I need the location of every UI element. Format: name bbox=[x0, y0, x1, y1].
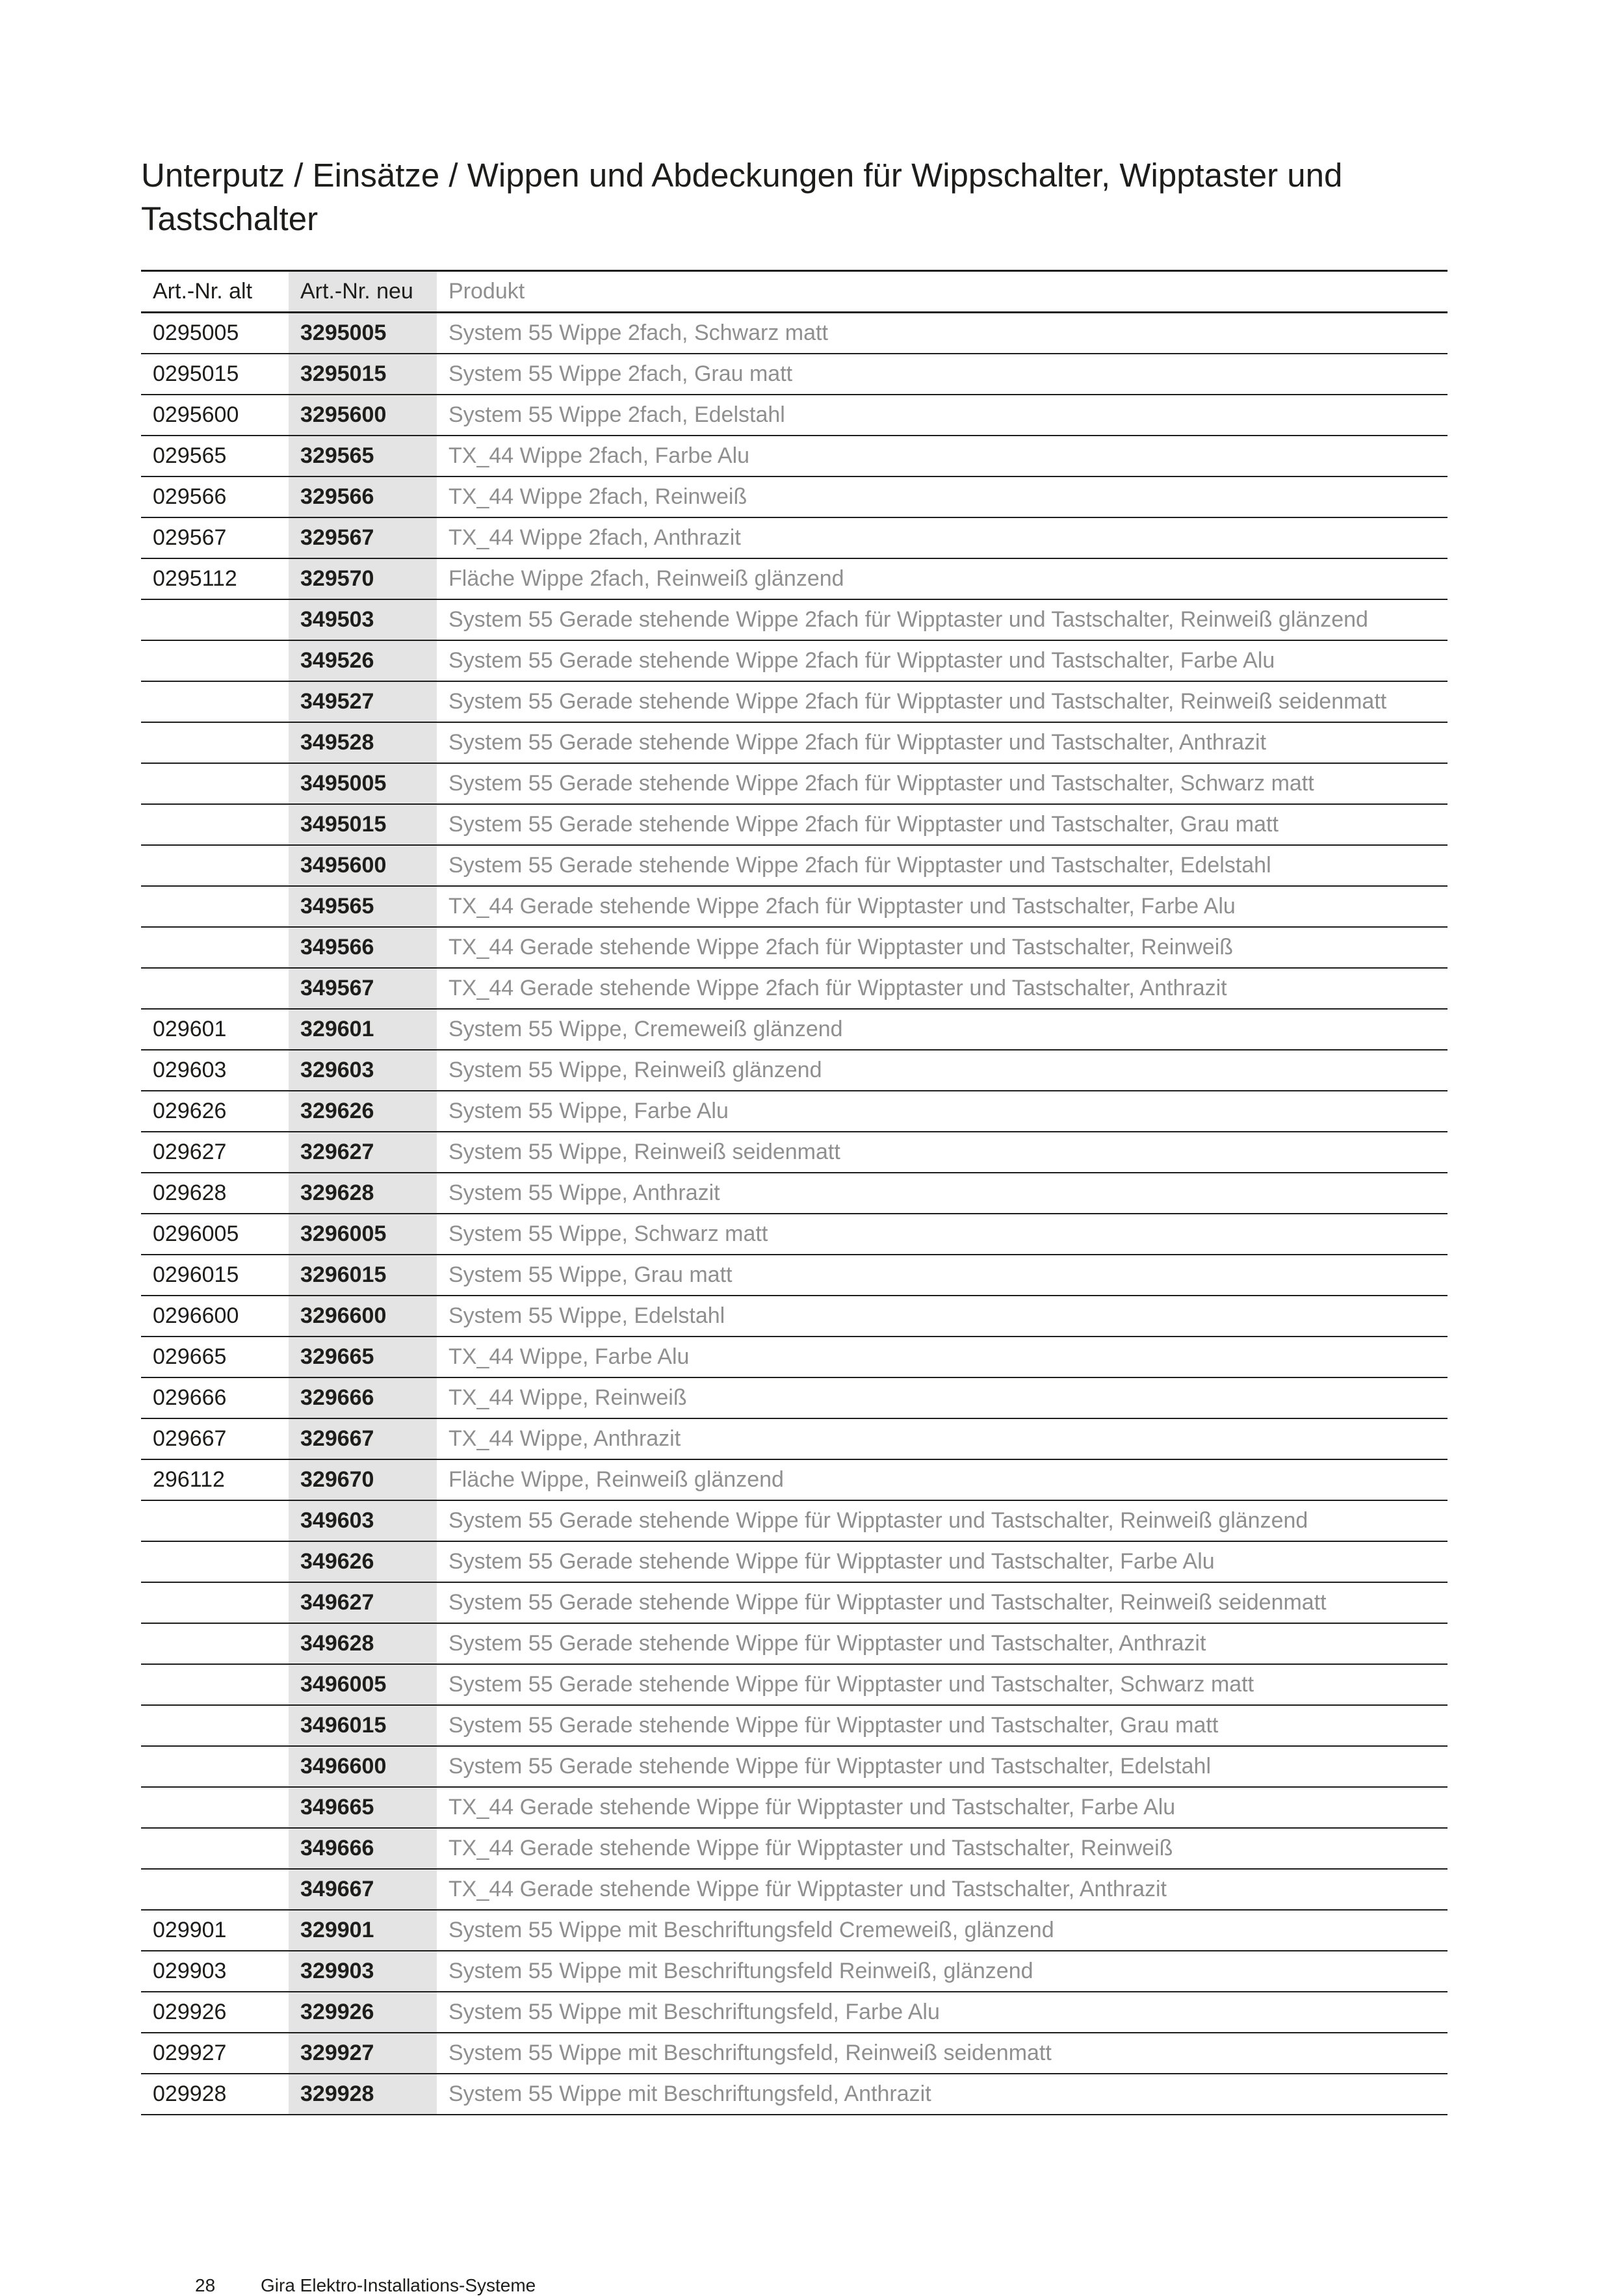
table-row bbox=[141, 1869, 1448, 1910]
table-row bbox=[141, 517, 1448, 558]
product-name: TX_44 Wippe, Anthrazit bbox=[448, 1426, 681, 1451]
table-row bbox=[141, 1787, 1448, 1828]
old-article-number: 029926 bbox=[153, 2000, 227, 2024]
table-row bbox=[141, 1132, 1448, 1173]
product-name: System 55 Wippe mit Beschriftungsfeld Reinweiß, glänzend bbox=[448, 1959, 1033, 1983]
new-article-number: 349603 bbox=[289, 1500, 437, 1541]
new-article-number: 349503 bbox=[289, 599, 437, 640]
table-row bbox=[141, 1337, 1448, 1377]
new-article-number: 349667 bbox=[289, 1869, 437, 1910]
old-article-number bbox=[141, 1828, 289, 1869]
article-table-container bbox=[141, 270, 1448, 2115]
table-row bbox=[141, 1910, 1448, 1951]
old-article-number bbox=[141, 1705, 289, 1746]
old-article-number bbox=[141, 1541, 289, 1582]
article-table bbox=[141, 270, 1448, 2115]
table-body bbox=[141, 313, 1448, 2115]
old-article-number: 029567 bbox=[153, 525, 227, 550]
table-row bbox=[141, 395, 1448, 436]
new-article-number: 329567 bbox=[289, 517, 437, 558]
table-row bbox=[141, 599, 1448, 640]
product-name: System 55 Wippe 2fach, Edelstahl bbox=[448, 402, 785, 427]
new-article-number: 329901 bbox=[289, 1910, 437, 1951]
product-name: System 55 Wippe, Anthrazit bbox=[448, 1181, 720, 1205]
product-name: TX_44 Gerade stehende Wippe für Wipptaster und Tastschalter, Anthrazit bbox=[448, 1877, 1167, 1901]
new-article-number: 3496005 bbox=[289, 1664, 437, 1705]
table-row bbox=[141, 1623, 1448, 1664]
new-article-number: 349528 bbox=[289, 722, 437, 763]
old-article-number bbox=[141, 1869, 289, 1910]
new-article-number: 349565 bbox=[289, 886, 437, 927]
old-article-number: 029566 bbox=[153, 484, 227, 509]
old-article-number: 296112 bbox=[153, 1467, 225, 1492]
old-article-number bbox=[141, 640, 289, 681]
old-article-number: 029667 bbox=[153, 1426, 227, 1451]
product-name: System 55 Gerade stehende Wippe 2fach für Wipptaster und Tastschalter, Farbe Alu bbox=[448, 648, 1275, 673]
new-article-number: 329928 bbox=[289, 2074, 437, 2115]
old-article-number bbox=[141, 845, 289, 886]
old-article-number bbox=[141, 1664, 289, 1705]
product-name: TX_44 Wippe 2fach, Reinweiß bbox=[448, 484, 747, 509]
table-row bbox=[141, 1951, 1448, 1992]
old-article-number: 029928 bbox=[153, 2081, 227, 2106]
new-article-number: 3295600 bbox=[289, 395, 437, 436]
product-name: System 55 Wippe, Cremeweiß glänzend bbox=[448, 1017, 843, 1041]
new-article-number: 329667 bbox=[289, 1418, 437, 1459]
old-article-number bbox=[141, 886, 289, 927]
old-article-number: 029601 bbox=[153, 1017, 227, 1041]
new-article-number: 349626 bbox=[289, 1541, 437, 1582]
product-name: System 55 Gerade stehende Wippe für Wipptaster und Tastschalter, Reinweiß seidenmatt bbox=[448, 1590, 1327, 1615]
product-name: System 55 Gerade stehende Wippe für Wipptaster und Tastschalter, Farbe Alu bbox=[448, 1549, 1215, 1574]
product-name: TX_44 Wippe, Reinweiß bbox=[448, 1385, 687, 1410]
table-row bbox=[141, 681, 1448, 722]
new-article-number: 329565 bbox=[289, 436, 437, 476]
new-article-number: 349527 bbox=[289, 681, 437, 722]
table-row bbox=[141, 1173, 1448, 1214]
product-name: System 55 Wippe, Reinweiß seidenmatt bbox=[448, 1140, 840, 1164]
table-row bbox=[141, 313, 1448, 354]
new-article-number: 3296005 bbox=[289, 1214, 437, 1255]
product-name: System 55 Gerade stehende Wippe für Wipptaster und Tastschalter, Grau matt bbox=[448, 1713, 1219, 1738]
product-name: Fläche Wippe, Reinweiß glänzend bbox=[448, 1467, 784, 1492]
new-article-number: 349666 bbox=[289, 1828, 437, 1869]
new-article-number: 329628 bbox=[289, 1173, 437, 1214]
product-name: System 55 Gerade stehende Wippe für Wipptaster und Tastschalter, Edelstahl bbox=[448, 1754, 1211, 1779]
table-row bbox=[141, 1992, 1448, 2033]
page-title bbox=[141, 153, 1454, 241]
product-name: System 55 Wippe mit Beschriftungsfeld, Farbe Alu bbox=[448, 2000, 940, 2024]
new-article-number: 329570 bbox=[289, 558, 437, 599]
new-article-number: 329566 bbox=[289, 476, 437, 517]
new-article-number: 3495015 bbox=[289, 804, 437, 845]
product-name: TX_44 Wippe 2fach, Anthrazit bbox=[448, 525, 741, 550]
table-row bbox=[141, 1091, 1448, 1132]
table-row bbox=[141, 2033, 1448, 2074]
footer-publication: Gira Elektro-Installations-Systeme bbox=[261, 2275, 536, 2295]
product-name: TX_44 Gerade stehende Wippe 2fach für Wipptaster und Tastschalter, Reinweiß bbox=[448, 935, 1234, 959]
table-row bbox=[141, 1050, 1448, 1091]
product-name: System 55 Gerade stehende Wippe 2fach für Wipptaster und Tastschalter, Schwarz matt bbox=[448, 771, 1314, 796]
product-name: System 55 Gerade stehende Wippe 2fach für Wipptaster und Tastschalter, Edelstahl bbox=[448, 853, 1271, 878]
new-article-number: 3295005 bbox=[289, 313, 437, 354]
old-article-number bbox=[141, 1787, 289, 1828]
table-row bbox=[141, 804, 1448, 845]
product-name: System 55 Gerade stehende Wippe für Wipptaster und Tastschalter, Reinweiß glänzend bbox=[448, 1508, 1308, 1533]
new-article-number: 349627 bbox=[289, 1582, 437, 1623]
table-header-row bbox=[141, 271, 1448, 313]
old-article-number: 029628 bbox=[153, 1181, 227, 1205]
table-row bbox=[141, 1500, 1448, 1541]
new-article-number: 329926 bbox=[289, 1992, 437, 2033]
new-article-number: 329626 bbox=[289, 1091, 437, 1132]
old-article-number bbox=[141, 681, 289, 722]
table-row bbox=[141, 1418, 1448, 1459]
table-row bbox=[141, 927, 1448, 968]
table-row bbox=[141, 1541, 1448, 1582]
table-row bbox=[141, 354, 1448, 395]
table-row bbox=[141, 2074, 1448, 2115]
new-article-number: 3495005 bbox=[289, 763, 437, 804]
new-article-number: 329670 bbox=[289, 1459, 437, 1500]
product-name: System 55 Wippe, Grau matt bbox=[448, 1262, 733, 1287]
header-new-number: Art.-Nr. neu bbox=[289, 271, 437, 313]
product-name: System 55 Wippe 2fach, Grau matt bbox=[448, 361, 793, 386]
table-row bbox=[141, 886, 1448, 927]
product-name: System 55 Wippe, Edelstahl bbox=[448, 1303, 725, 1328]
new-article-number: 349567 bbox=[289, 968, 437, 1009]
product-name: TX_44 Gerade stehende Wippe für Wipptaster und Tastschalter, Farbe Alu bbox=[448, 1795, 1176, 1820]
new-article-number: 349665 bbox=[289, 1787, 437, 1828]
old-article-number: 0295112 bbox=[153, 566, 237, 591]
new-article-number: 3496600 bbox=[289, 1746, 437, 1787]
new-article-number: 329627 bbox=[289, 1132, 437, 1173]
product-name: TX_44 Gerade stehende Wippe 2fach für Wipptaster und Tastschalter, Farbe Alu bbox=[448, 894, 1236, 919]
old-article-number bbox=[141, 1623, 289, 1664]
table-row bbox=[141, 722, 1448, 763]
table-row bbox=[141, 1705, 1448, 1746]
old-article-number bbox=[141, 927, 289, 968]
old-article-number bbox=[141, 804, 289, 845]
table-row bbox=[141, 1296, 1448, 1337]
new-article-number: 329603 bbox=[289, 1050, 437, 1091]
old-article-number: 0295005 bbox=[153, 320, 239, 345]
old-article-number: 029927 bbox=[153, 2041, 227, 2065]
product-name: System 55 Wippe 2fach, Schwarz matt bbox=[448, 320, 828, 345]
table-row bbox=[141, 1582, 1448, 1623]
table-row bbox=[141, 558, 1448, 599]
old-article-number: 029565 bbox=[153, 443, 227, 468]
product-name: System 55 Gerade stehende Wippe 2fach für Wipptaster und Tastschalter, Reinweiß seidenmatt bbox=[448, 689, 1387, 714]
table-row bbox=[141, 763, 1448, 804]
table-row bbox=[141, 1214, 1448, 1255]
old-article-number bbox=[141, 1500, 289, 1541]
old-article-number: 029626 bbox=[153, 1099, 227, 1123]
table-row bbox=[141, 1664, 1448, 1705]
old-article-number bbox=[141, 763, 289, 804]
new-article-number: 3296015 bbox=[289, 1255, 437, 1296]
page-number: 28 bbox=[195, 2275, 216, 2295]
new-article-number: 3496015 bbox=[289, 1705, 437, 1746]
old-article-number: 0295015 bbox=[153, 361, 239, 386]
new-article-number: 329665 bbox=[289, 1337, 437, 1377]
product-name: TX_44 Wippe, Farbe Alu bbox=[448, 1344, 690, 1369]
old-article-number: 0296600 bbox=[153, 1303, 239, 1328]
product-name: System 55 Gerade stehende Wippe 2fach für Wipptaster und Tastschalter, Grau matt bbox=[448, 812, 1279, 837]
section-heading: Wippen und Abdeckungen für Wippschalter, Wipptaster und Tastschalter bbox=[141, 157, 1343, 237]
new-article-number: 349526 bbox=[289, 640, 437, 681]
table-row bbox=[141, 476, 1448, 517]
product-name: System 55 Gerade stehende Wippe für Wipptaster und Tastschalter, Anthrazit bbox=[448, 1631, 1206, 1656]
table-row bbox=[141, 1459, 1448, 1500]
old-article-number: 0295600 bbox=[153, 402, 239, 427]
new-article-number: 349566 bbox=[289, 927, 437, 968]
table-row bbox=[141, 1255, 1448, 1296]
product-name: Fläche Wippe 2fach, Reinweiß glänzend bbox=[448, 566, 844, 591]
product-name: System 55 Wippe, Schwarz matt bbox=[448, 1221, 768, 1246]
old-article-number: 029901 bbox=[153, 1918, 227, 1942]
old-article-number bbox=[141, 599, 289, 640]
table-row bbox=[141, 1746, 1448, 1787]
new-article-number: 329903 bbox=[289, 1951, 437, 1992]
old-article-number: 029627 bbox=[153, 1140, 227, 1164]
table-row bbox=[141, 436, 1448, 476]
new-article-number: 3296600 bbox=[289, 1296, 437, 1337]
old-article-number bbox=[141, 1746, 289, 1787]
product-name: System 55 Wippe, Farbe Alu bbox=[448, 1099, 729, 1123]
old-article-number bbox=[141, 722, 289, 763]
product-name: System 55 Gerade stehende Wippe 2fach für Wipptaster und Tastschalter, Reinweiß glänzend bbox=[448, 607, 1368, 632]
product-name: System 55 Wippe mit Beschriftungsfeld, Anthrazit bbox=[448, 2081, 931, 2106]
product-name: System 55 Gerade stehende Wippe 2fach für Wipptaster und Tastschalter, Anthrazit bbox=[448, 730, 1267, 755]
new-article-number: 329927 bbox=[289, 2033, 437, 2074]
header-old-number: Art.-Nr. alt bbox=[153, 279, 253, 304]
product-name: System 55 Wippe mit Beschriftungsfeld Cremeweiß, glänzend bbox=[448, 1918, 1054, 1942]
new-article-number: 349628 bbox=[289, 1623, 437, 1664]
table-row bbox=[141, 1377, 1448, 1418]
table-row bbox=[141, 1009, 1448, 1050]
new-article-number: 329666 bbox=[289, 1377, 437, 1418]
product-name: TX_44 Wippe 2fach, Farbe Alu bbox=[448, 443, 750, 468]
new-article-number: 329601 bbox=[289, 1009, 437, 1050]
breadcrumb: Unterputz / Einsätze / bbox=[141, 157, 458, 194]
old-article-number: 029903 bbox=[153, 1959, 227, 1983]
product-name: System 55 Gerade stehende Wippe für Wipptaster und Tastschalter, Schwarz matt bbox=[448, 1672, 1254, 1697]
new-article-number: 3495600 bbox=[289, 845, 437, 886]
old-article-number bbox=[141, 1582, 289, 1623]
product-name: TX_44 Gerade stehende Wippe für Wipptaster und Tastschalter, Reinweiß bbox=[448, 1836, 1173, 1860]
old-article-number: 0296005 bbox=[153, 1221, 239, 1246]
table-row bbox=[141, 1828, 1448, 1869]
old-article-number: 0296015 bbox=[153, 1262, 239, 1287]
product-name: System 55 Wippe, Reinweiß glänzend bbox=[448, 1058, 822, 1082]
header-product: Produkt bbox=[448, 279, 525, 304]
old-article-number bbox=[141, 968, 289, 1009]
table-row bbox=[141, 968, 1448, 1009]
product-name: System 55 Wippe mit Beschriftungsfeld, Reinweiß seidenmatt bbox=[448, 2041, 1052, 2065]
old-article-number: 029665 bbox=[153, 1344, 227, 1369]
table-row bbox=[141, 845, 1448, 886]
old-article-number: 029603 bbox=[153, 1058, 227, 1082]
table-row bbox=[141, 640, 1448, 681]
new-article-number: 3295015 bbox=[289, 354, 437, 395]
old-article-number: 029666 bbox=[153, 1385, 227, 1410]
product-name: TX_44 Gerade stehende Wippe 2fach für Wipptaster und Tastschalter, Anthrazit bbox=[448, 976, 1227, 1000]
